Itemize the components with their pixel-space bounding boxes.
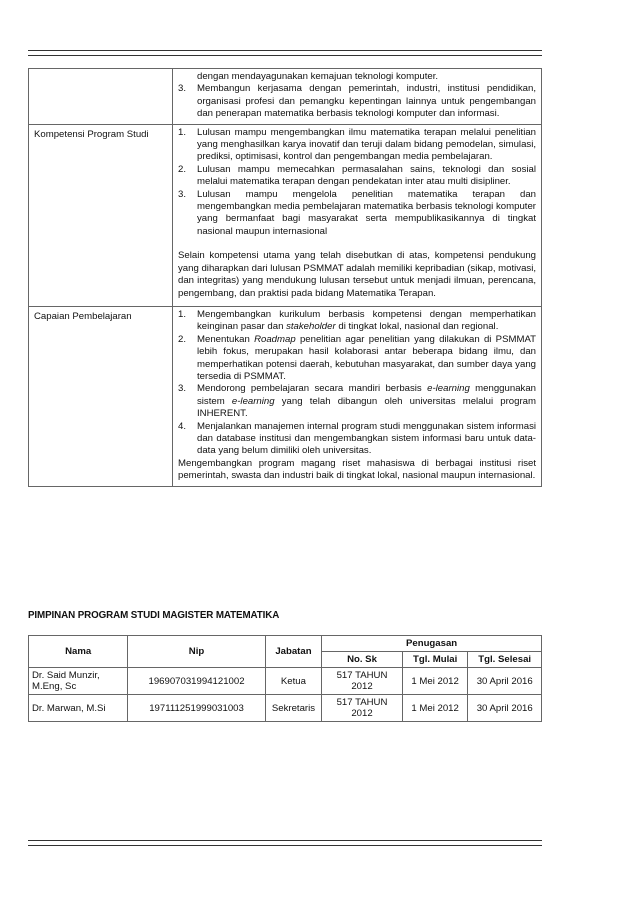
internship-paragraph: Mengembangkan program magang riset mahasiswa di berbagai institusi riset pemerintah, swasta dan industri baik di tingkat lokal, nasional maupun internasional.	[178, 457, 536, 482]
item-text: di tingkat lokal, nasional dan regional.	[335, 321, 499, 333]
cell-no-sk: 517 TAHUN 2012	[322, 695, 403, 722]
item-number: 3.	[178, 383, 187, 395]
header-tgl-mulai: Tgl. Mulai	[402, 652, 468, 668]
cell-jabatan: Sekretaris	[265, 695, 321, 722]
cell-tgl-mulai: 1 Mei 2012	[402, 668, 468, 695]
item-text: penelitian agar penelitian yang dilakukan di PSMMAT lebih fokus, merupakan hasil kolaborasi antar beberapa bidang ilmu, dan memperhatikan potensi daerah, kebutuhan masyarakat, dan sumber daya yang tersedia di PSMMAT.	[197, 333, 537, 382]
list-item	[178, 164, 536, 189]
item-text: Membangun kerjasama dengan pemerintah, industri, institusi pendidikan, organisasi profesi dan pemangku kepentingan lainnya untuk pengembangan dan penerapan matematika berbasis teknologi komputer dan informasi.	[197, 83, 536, 120]
list-item	[178, 383, 536, 420]
header-no-sk: No. Sk	[322, 652, 403, 668]
list-item	[178, 189, 536, 239]
cell-nama: Dr. Said Munzir, M.Eng, Sc	[29, 668, 128, 695]
item-list	[178, 83, 536, 120]
cell-jabatan: Ketua	[265, 668, 321, 695]
header-tgl-selesai: Tgl. Selesai	[468, 652, 542, 668]
item-number: 1.	[178, 308, 187, 320]
table-row	[29, 695, 542, 722]
continued-line: dengan mendayagunakan kemajuan teknologi komputer.	[197, 71, 439, 82]
row-label: Capaian Pembelajaran	[29, 306, 173, 486]
cell-nama: Dr. Marwan, M.Si	[29, 695, 128, 722]
item-number: 3.	[178, 188, 187, 200]
item-text: Menentukan	[197, 333, 255, 345]
item-number: 1.	[178, 126, 187, 138]
item-text: yang telah dibangun oleh universitas melalui program INHERENT.	[197, 395, 537, 420]
header-nip: Nip	[128, 636, 265, 668]
list-item	[178, 309, 536, 334]
cell-tgl-selesai: 30 April 2016	[468, 668, 542, 695]
cell-no-sk: 517 TAHUN 2012	[322, 668, 403, 695]
table-row	[29, 124, 542, 306]
item-text-italic: e-learning	[231, 395, 275, 407]
header-jabatan: Jabatan	[265, 636, 321, 668]
list-item	[178, 334, 536, 384]
item-number: 3.	[178, 83, 187, 95]
leadership-table	[28, 635, 542, 722]
item-text-italic: Roadmap	[254, 333, 296, 345]
table-row	[29, 69, 542, 125]
item-number: 2.	[178, 333, 187, 345]
supporting-competency-paragraph: Selain kompetensi utama yang telah disebutkan di atas, kompetensi pendukung yang diharapkan dari lulusan PSMMAT adalah memiliki kepribadian (sikap, motivasi, dan integritas) yang mendukung lulusan tersebut untuk menjadi ilmuan, perencana, pengembang, dan praktisi pada bidang Matematika Terapan.	[178, 250, 536, 299]
item-text-italic: e-learning	[427, 383, 470, 395]
row-label-empty	[29, 69, 173, 125]
cell-tgl-mulai: 1 Mei 2012	[402, 695, 468, 722]
item-text-italic: stakeholder	[286, 321, 336, 333]
cell-nip: 196907031994121002	[128, 668, 265, 695]
list-item	[178, 421, 536, 458]
row-content	[173, 124, 542, 306]
cell-nip: 197111251999031003	[128, 695, 265, 722]
header-rule	[28, 50, 542, 56]
table-row	[29, 668, 542, 695]
row-content	[173, 69, 542, 125]
item-text: Lulusan mampu memecahkan permasalahan sains, teknologi dan sosial melalui matematika terapan dengan pendekatan inter atau multi disipliner.	[197, 163, 536, 188]
footer-rule	[28, 840, 542, 846]
item-list	[178, 127, 536, 239]
row-label: Kompetensi Program Studi	[29, 124, 173, 306]
item-text: Menjalankan manajemen internal program studi menggunakan sistem informasi dan database institusi dan mengembangkan sistem informasi baru untuk data-data yang belum dimiliki oleh universitas.	[197, 420, 536, 457]
item-text: Mendorong pembelajaran secara mandiri berbasis	[197, 383, 428, 395]
header-penugasan: Penugasan	[322, 636, 542, 652]
item-list	[178, 309, 536, 458]
header-nama: Nama	[29, 636, 128, 668]
item-text: Lulusan mampu mengelola penelitian matematika terapan dan mengembangkan media pembelajaran matematika berbasis teknologi komputer yang bermanfaat bagi masyarakat serta mempublikasikannya di tingkat nasional maupun internasional	[197, 188, 536, 237]
list-item	[178, 127, 536, 164]
cell-tgl-selesai: 30 April 2016	[468, 695, 542, 722]
row-content	[173, 306, 542, 486]
item-number: 4.	[178, 420, 187, 432]
program-info-table	[28, 68, 542, 487]
item-number: 2.	[178, 163, 187, 175]
item-text: menggunakan sistem	[197, 383, 536, 407]
table-row	[29, 306, 542, 486]
table-header-row	[29, 636, 542, 652]
section-title: PIMPINAN PROGRAM STUDI MAGISTER MATEMATIKA	[28, 610, 280, 621]
item-text: Mengembangkan kurikulum berbasis kompetensi dengan memperhatikan keinginan pasar dan	[197, 308, 536, 333]
item-text: Lulusan mampu mengembangkan ilmu matematika terapan melalui penelitian yang menghasilkan karya inovatif dan teruji dalam bidang pemodelan, simulasi, prediksi, optimisasi, kontrol dan pengembangan media pembelajaran.	[197, 126, 536, 163]
list-item	[178, 83, 536, 120]
